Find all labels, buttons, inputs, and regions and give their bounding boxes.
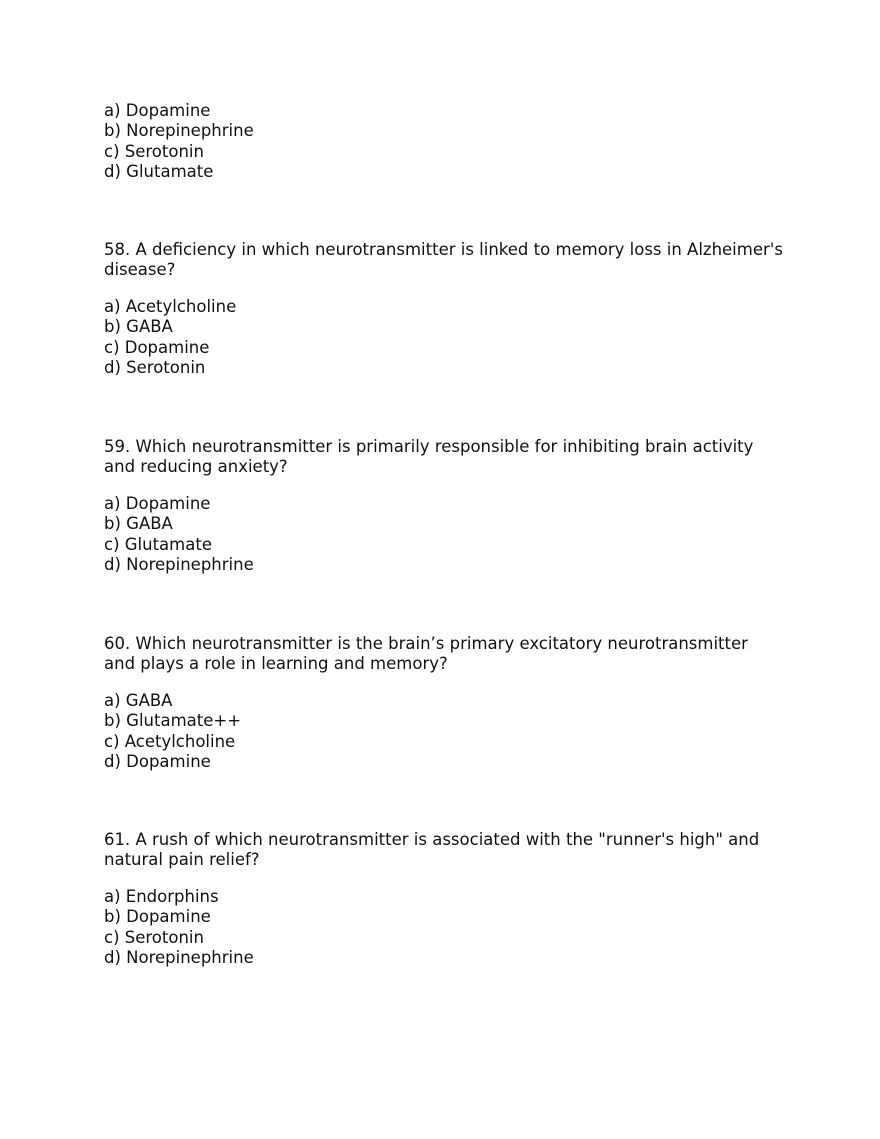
question-text-line2: natural pain relief?	[104, 850, 260, 870]
option-c: c) Serotonin	[104, 141, 204, 161]
question-text-line2: and reducing anxiety?	[104, 457, 288, 477]
option-c: c) Glutamate	[104, 534, 212, 554]
option-d: d) Serotonin	[104, 358, 206, 378]
option-a: a) Dopamine	[104, 101, 211, 120]
option-d: d) Norepinephrine	[104, 555, 254, 575]
option-d: d) Norepinephrine	[104, 948, 254, 968]
option-c: c) Dopamine	[104, 337, 210, 357]
question-60	[104, 634, 784, 772]
question-text-line1: 61. A rush of which neurotransmitter is associated with the "runner's high" and	[104, 830, 760, 849]
option-d: d) Glutamate	[104, 162, 214, 182]
option-b: b) GABA	[104, 514, 173, 534]
answer-options	[104, 297, 784, 379]
option-b: b) Norepinephrine	[104, 121, 254, 141]
option-b: b) Glutamate++	[104, 711, 242, 731]
option-a: a) Dopamine	[104, 493, 211, 513]
question-61	[104, 830, 784, 968]
option-b: b) Dopamine	[104, 907, 211, 927]
question-text-line1: 60. Which neurotransmitter is the brain’s primary excitatory neurotransmitter	[104, 634, 748, 653]
answer-options	[104, 887, 784, 969]
option-c: c) Serotonin	[104, 927, 204, 947]
question-text-line2: and plays a role in learning and memory?	[104, 654, 448, 674]
option-b: b) GABA	[104, 317, 173, 337]
question-59	[104, 437, 784, 575]
option-a: a) GABA	[104, 690, 173, 710]
question-text-line1: 59. Which neurotransmitter is primarily responsible for inhibiting brain activity	[104, 437, 754, 456]
option-c: c) Acetylcholine	[104, 731, 236, 751]
option-a: a) Acetylcholine	[104, 296, 237, 316]
carryover-options	[104, 101, 784, 183]
answer-options	[104, 494, 784, 576]
option-a: a) Endorphins	[104, 886, 219, 906]
option-d: d) Dopamine	[104, 752, 211, 772]
question-58	[104, 240, 784, 378]
answer-options	[104, 691, 784, 773]
question-text-line1: 58. A deficiency in which neurotransmitter is linked to memory loss in Alzheimer's	[104, 240, 783, 259]
question-text-line2: disease?	[104, 260, 176, 280]
